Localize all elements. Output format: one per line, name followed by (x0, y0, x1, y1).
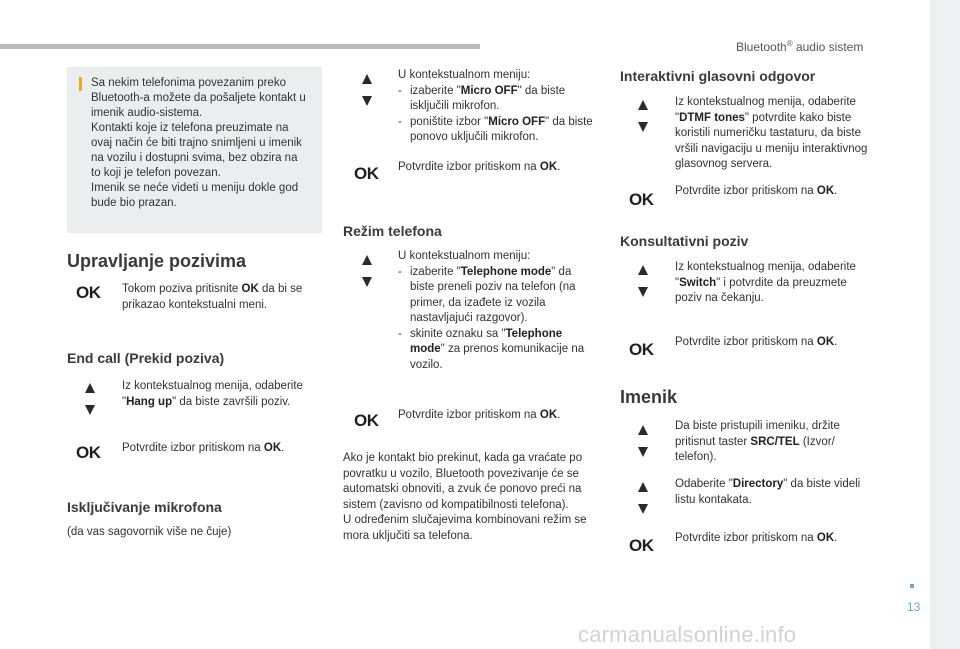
info-box (67, 67, 322, 233)
endcall-text: Iz kontekstualnog menija, odaberite "Hang up" da biste završili poziv. (122, 380, 303, 408)
interaktivni-confirm: Potvrdite izbor pritiskom na OK. (675, 185, 838, 197)
ok-button-icon: OK (76, 283, 101, 302)
section-title-interaktivni: Interaktivni glasovni odgovor (620, 68, 816, 84)
section-title-endcall: End call (Prekid poziva) (67, 350, 225, 366)
up-down-arrows-icon (82, 383, 98, 417)
ok-button-icon: OK (629, 536, 654, 555)
up-down-arrows-icon (359, 255, 375, 289)
section-title-konsultativni: Konsultativni poziv (620, 233, 749, 249)
ok-button-icon: OK (354, 164, 379, 183)
section-title-upravljanje: Upravljanje pozivima (67, 251, 247, 271)
imenik-confirm: Potvrdite izbor pritiskom na OK. (675, 532, 838, 544)
up-down-arrows-icon (359, 74, 375, 108)
page-edge-strip (930, 0, 960, 649)
konsultativni-text: Iz kontekstualnog menija, odaberite "Switch" i potvrdite da preuzmete poziv na čekanju. (675, 261, 856, 304)
section-title-mikrofon: Isključivanje mikrofona (67, 499, 222, 515)
rezim-text: U kontekstualnom meniju: - izaberite "Telephone mode" da biste preneli poziv na telefon (na primer, da izađete iz vozila nastavljajući razgovor). - skinite oznaku sa "Telephone mode" za prenos komunikacije na vozilo. (398, 249, 598, 373)
section-title-imenik: Imenik (620, 387, 678, 407)
section-title-rezim: Režim telefona (343, 223, 442, 239)
info-text: Sa nekim telefonima povezanim preko Bluetooth-a možete da pošaljete kontakt u imenik audio-sistema. Kontakti koje iz telefona preuzimate na ovaj način će biti trajno snimljeni u imenik na vozilu i dostupni svima, bez obzira na to koji je telefon povezan. Imenik se neće videti u meniju dokle god bude bio prazan. (91, 77, 306, 209)
konsultativni-confirm: Potvrdite izbor pritiskom na OK. (675, 336, 838, 348)
ok-button-icon: OK (354, 411, 379, 430)
page-header-title: Bluetooth® audio sistem (736, 39, 864, 54)
ok-button-icon: OK (629, 190, 654, 209)
ok-button-icon: OK (629, 340, 654, 359)
rezim-confirm: Potvrdite izbor pritiskom na OK. (398, 409, 561, 421)
imenik-directory-text: Odaberite "Directory" da biste videli listu kontakata. (675, 478, 861, 506)
watermark: carmanualsonline.info (578, 622, 797, 647)
micro-text: U kontekstualnom meniju: - izaberite "Micro OFF" da biste isključili mikrofon. - poništite izbor "Micro OFF" da biste ponovo uključili mikrofon. (398, 68, 598, 146)
up-down-arrows-icon (635, 265, 651, 299)
ok-button-icon: OK (76, 443, 101, 462)
rezim-paragraph: Ako je kontakt bio prekinut, kada ga vraćate po povratku u vozilo, Bluetooth povezivanje će se automatski obnoviti, a zvuk će ponovo preći na sistem (zavisno od kompatibilnosti telefona). U određenim slučajevima kombinovani režim se mora uključiti sa telefona. (343, 452, 587, 542)
up-down-arrows-icon (635, 482, 651, 516)
imenik-text: Da biste pristupili imeniku, držite pritisnut taster SRC/TEL (Izvor/ telefon). (675, 420, 840, 463)
header-rule (0, 44, 480, 49)
mikrofon-note: (da vas sagovornik više ne čuje) (67, 526, 232, 538)
up-down-arrows-icon (635, 100, 651, 134)
micro-confirm: Potvrdite izbor pritiskom na OK. (398, 161, 561, 173)
upravljanje-text: Tokom poziva pritisnite OK da bi se prikazao kontekstualni meni. (122, 283, 303, 311)
page-number: 13 (907, 600, 921, 614)
interaktivni-text: Iz kontekstualnog menija, odaberite "DTMF tones" potvrdite kako biste koristili numeričku tastaturu, da biste vršili navigaciju u meniju interaktivnog glasovnog servera. (675, 96, 868, 170)
endcall-confirm: Potvrdite izbor pritiskom na OK. (122, 442, 285, 454)
page-marker-dot (910, 584, 914, 588)
info-accent-bar (79, 77, 82, 91)
up-down-arrows-icon (635, 425, 651, 459)
